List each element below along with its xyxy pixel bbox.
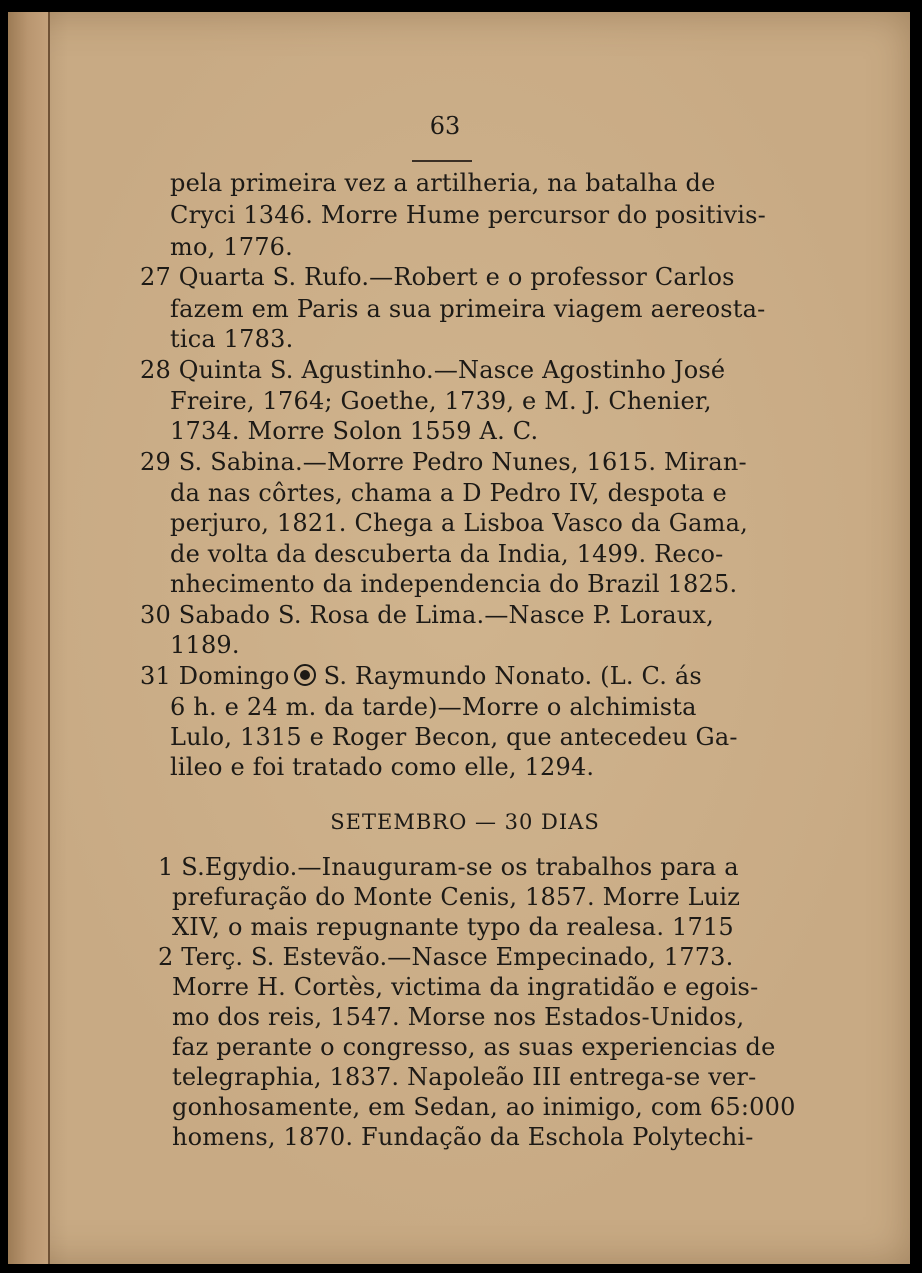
text-line: Cryci 1346. Morre Hume percursor do positivis- xyxy=(170,201,766,229)
text-line: gonhosamente, em Sedan, ao inimigo, com 65:000 xyxy=(172,1093,796,1121)
text-line: 27 Quarta S. Rufo.—Robert e o professor Carlos xyxy=(140,263,735,291)
text-line: telegraphia, 1837. Napoleão III entrega-se ver- xyxy=(172,1063,757,1091)
text-line: homens, 1870. Fundação da Eschola Polytechi- xyxy=(172,1123,754,1151)
text-line: pela primeira vez a artilheria, na batalha de xyxy=(170,169,716,197)
text-line: Lulo, 1315 e Roger Becon, que antecedeu Ga- xyxy=(170,723,738,751)
text-line: 2 Terç. S. Estevão.—Nasce Empecinado, 1773. xyxy=(158,943,734,971)
text-line: mo, 1776. xyxy=(170,233,293,261)
text-line: fazem em Paris a sua primeira viagem aereosta- xyxy=(170,295,766,323)
text-line: tica 1783. xyxy=(170,325,294,353)
entry-31-suffix: S. Raymundo Nonato. (L. C. ás xyxy=(323,662,702,690)
text-line: mo dos reis, 1547. Morse nos Estados-Unidos, xyxy=(172,1003,745,1031)
text-line: lileo e foi tratado como elle, 1294. xyxy=(170,753,595,781)
text-line: Morre H. Cortès, victima da ingratidão e egois- xyxy=(172,973,759,1001)
book-spine xyxy=(8,12,50,1264)
full-moon-icon xyxy=(294,664,316,686)
text-line: prefuração do Monte Cenis, 1857. Morre Luiz xyxy=(172,883,741,911)
text-line-entry-31 xyxy=(140,661,702,691)
page-number: 63 xyxy=(429,112,461,140)
text-line: 30 Sabado S. Rosa de Lima.—Nasce P. Loraux, xyxy=(140,601,714,629)
page-number-rule xyxy=(412,160,472,162)
text-line: 29 S. Sabina.—Morre Pedro Nunes, 1615. Miran- xyxy=(140,448,747,476)
entry-31-prefix: 31 Domingo xyxy=(140,662,290,690)
text-line: faz perante o congresso, as suas experiencias de xyxy=(172,1033,776,1061)
text-line: de volta da descuberta da India, 1499. Reco- xyxy=(170,540,724,568)
text-line: 1734. Morre Solon 1559 A. C. xyxy=(170,417,539,445)
text-line: perjuro, 1821. Chega a Lisboa Vasco da Gama, xyxy=(170,509,748,537)
text-line: Freire, 1764; Goethe, 1739, e M. J. Chenier, xyxy=(170,387,712,415)
text-line: 1 S.Egydio.—Inauguram-se os trabalhos para a xyxy=(158,853,739,881)
text-line: 6 h. e 24 m. da tarde)—Morre o alchimista xyxy=(170,693,697,721)
text-line: XIV, o mais repugnante typo da realesa. 1715 xyxy=(172,913,734,941)
text-line: da nas côrtes, chama a D Pedro IV, despota e xyxy=(170,479,727,507)
section-heading: SETEMBRO — 30 DIAS xyxy=(330,810,600,834)
text-line: 28 Quinta S. Agustinho.—Nasce Agostinho José xyxy=(140,356,726,384)
text-line: nhecimento da independencia do Brazil 1825. xyxy=(170,570,738,598)
text-line: 1189. xyxy=(170,631,240,659)
